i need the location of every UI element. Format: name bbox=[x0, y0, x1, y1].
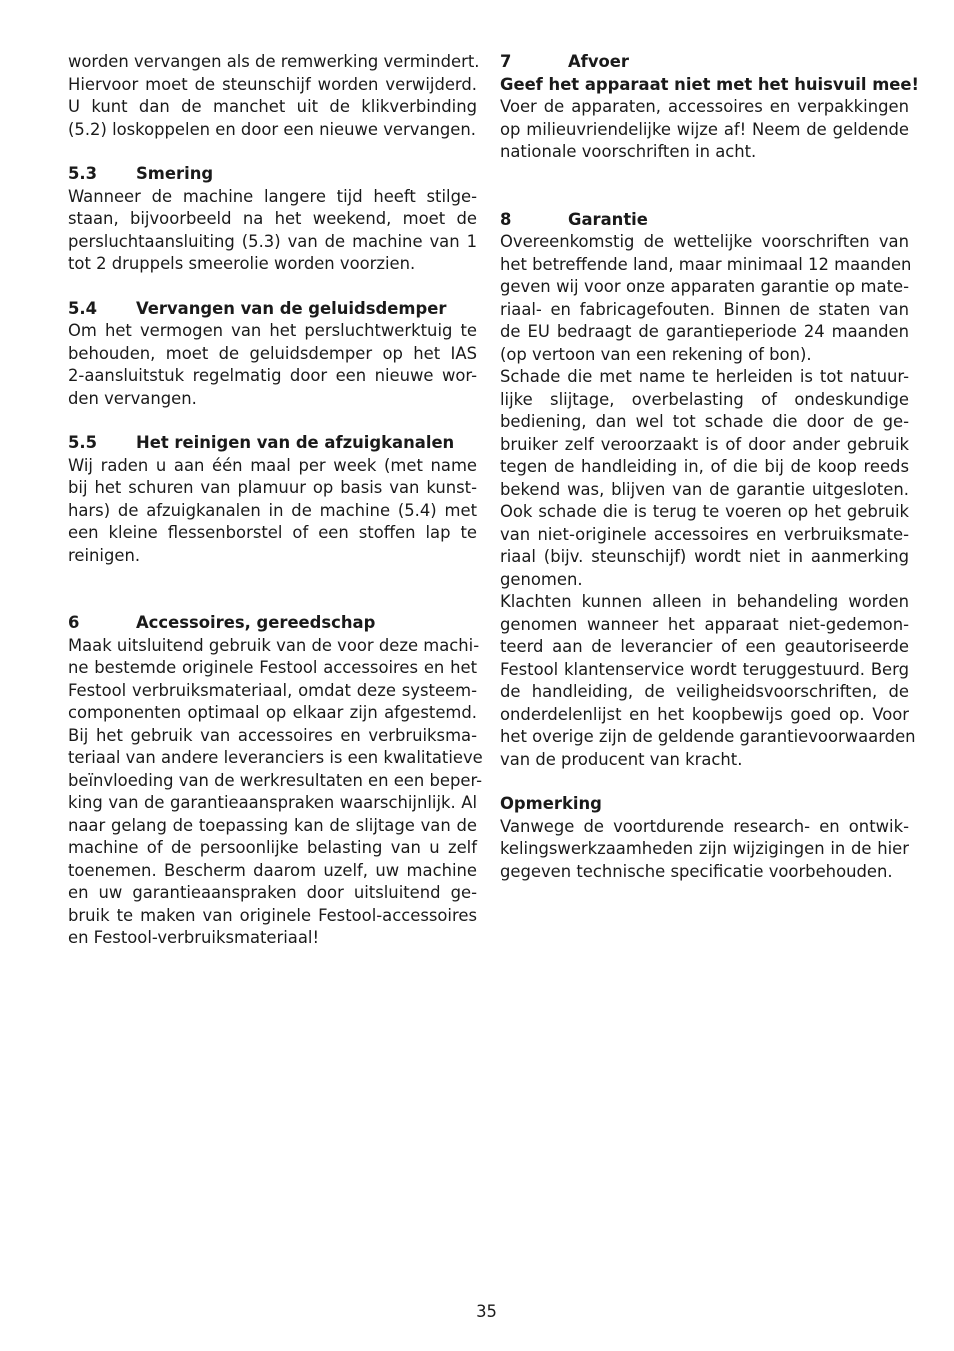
text-line: van de producent van kracht. bbox=[500, 749, 743, 769]
section-number: 6 bbox=[68, 613, 80, 632]
text-line: riaal (bijv. steunschijf) wordt niet in aanmerking bbox=[500, 547, 909, 566]
text-line: het overige zijn de geldende garantievoorwaarden bbox=[500, 727, 916, 746]
section-7 bbox=[500, 51, 919, 164]
text-line: op milieuvriendelijke wijze af! Neem de geldende bbox=[500, 119, 909, 139]
text-line: Ook schade die is terug te voeren op het gebruik bbox=[500, 502, 909, 521]
text-line: reinigen. bbox=[68, 545, 141, 565]
text-line: bediening, dan wel tot schade die door de ge- bbox=[500, 412, 909, 431]
text-line: Bij het gebruik van accessoires en verbruiksma- bbox=[68, 725, 477, 745]
text-line: componenten optimaal op elkaar zijn afgestemd. bbox=[68, 703, 477, 722]
text-line: geven wij voor onze apparaten garantie op mate- bbox=[500, 277, 909, 296]
section-number: 7 bbox=[500, 52, 512, 71]
section-number: 5.4 bbox=[68, 298, 98, 318]
text-line: het betreffende land, maar minimaal 12 maanden bbox=[500, 254, 912, 274]
text-line: (op vertoon van een rekening of bon). bbox=[500, 344, 812, 364]
text-line: den vervangen. bbox=[68, 388, 197, 408]
text-line: Vanwege de voortdurende research- en ontwik- bbox=[500, 816, 909, 836]
intro-paragraph bbox=[68, 51, 480, 141]
text-line: de handleiding, de veiligheidsvoorschriften, de bbox=[500, 682, 909, 701]
section-title: Accessoires, gereedschap bbox=[136, 613, 376, 632]
text-line: naar gelang de toepassing kan de slijtage van de bbox=[68, 815, 477, 835]
text-line: teerd aan de leverancier of een geautoriseerde bbox=[500, 637, 909, 656]
text-line: gegeven technische specificatie voorbehouden. bbox=[500, 861, 893, 881]
text-line: lijke slijtage, overbelasting of ondeskundige bbox=[500, 389, 909, 409]
text-line: Maak uitsluitend gebruik van de voor deze machi- bbox=[68, 635, 480, 655]
text-line: teriaal van andere leveranciers is een kwalitatieve bbox=[68, 748, 483, 767]
section-heading bbox=[500, 209, 909, 232]
text-line: 2-aansluitstuk regelmatig door een nieuwe wor- bbox=[68, 366, 477, 385]
section-5-4 bbox=[68, 298, 477, 411]
text-line: (5.2) loskoppelen en door een nieuwe vervangen. bbox=[68, 119, 476, 139]
section-title: Het reinigen van de afzuigkanalen bbox=[136, 433, 455, 452]
section-title: Garantie bbox=[568, 209, 648, 229]
text-line: U kunt dan de manchet uit de klikverbinding bbox=[68, 97, 477, 116]
text-line: een kleine flessenborstel of een stoffen lap te bbox=[68, 523, 477, 542]
text-line: Overeenkomstig de wettelijke voorschriften van bbox=[500, 232, 909, 251]
text-line: ne bestemde originele Festool accessoires en het bbox=[68, 658, 477, 677]
text-line: Om het vermogen van het persluchtwerktuig te bbox=[68, 321, 477, 340]
text-line: behouden, moet de geluidsdemper op het IAS bbox=[68, 343, 477, 363]
section-title: Smering bbox=[136, 164, 214, 183]
text-line: Festool klantenservice wordt teruggestuurd. Berg bbox=[500, 659, 909, 679]
text-line: de EU bedraagt de garantieperiode 24 maanden bbox=[500, 322, 909, 341]
section-title: Afvoer bbox=[568, 52, 629, 71]
section-6 bbox=[68, 612, 483, 950]
text-line: bij het schuren van plamuur op basis van kunst- bbox=[68, 478, 477, 497]
section-5-5 bbox=[68, 432, 477, 567]
text-line: van niet-originele accessoires en verbruiksmate- bbox=[500, 524, 909, 544]
text-line: kelingswerkzaamheden zijn wijzigingen in de hier bbox=[500, 839, 909, 858]
section-heading bbox=[500, 51, 909, 74]
section-heading bbox=[68, 612, 477, 635]
text-line: persluchtaansluiting (5.3) van de machine van 1 bbox=[68, 231, 477, 251]
section-number: 5.5 bbox=[68, 433, 98, 452]
text-line: Wij raden u aan één maal per week (met name bbox=[68, 455, 477, 475]
left-column bbox=[68, 51, 483, 950]
section-number: 8 bbox=[500, 209, 512, 229]
text-line: Schade die met name te herleiden is tot natuur- bbox=[500, 367, 909, 386]
text-line: tot 2 druppels smeerolie worden voorzien. bbox=[68, 254, 416, 273]
text-line: Voer de apparaten, accessoires en verpakkingen bbox=[500, 97, 909, 116]
text-line: toenemen. Bescherm daarom uzelf, uw machine bbox=[68, 860, 477, 880]
text-line: staan, bijvoorbeeld na het weekend, moet de bbox=[68, 209, 477, 228]
text-line: genomen wanneer het apparaat niet-gedemon- bbox=[500, 614, 909, 634]
page-number: 35 bbox=[476, 1302, 497, 1321]
note-title: Opmerking bbox=[500, 794, 602, 813]
text-line: worden vervangen als de remwerking vermindert. bbox=[68, 52, 480, 71]
section-number: 5.3 bbox=[68, 164, 98, 183]
text-line: Klachten kunnen alleen in behandeling worden bbox=[500, 592, 909, 611]
text-line: king van de garantieaanspraken waarschijnlijk. Al bbox=[68, 793, 477, 812]
section-heading bbox=[68, 163, 477, 186]
text-line: Festool verbruiksmateriaal, omdat deze systeem- bbox=[68, 680, 477, 700]
disposal-warning: Geef het apparaat niet met het huisvuil mee! bbox=[500, 74, 919, 94]
note-section bbox=[500, 793, 909, 883]
text-line: genomen. bbox=[500, 569, 583, 589]
text-line: riaal- en fabricagefouten. Binnen de staten van bbox=[500, 299, 909, 319]
text-line: en uw garantieaanspraken door uitsluitend ge- bbox=[68, 883, 477, 902]
text-line: machine of de persoonlijke belasting van u zelf bbox=[68, 838, 477, 857]
text-line: en Festool-verbruiksmateriaal! bbox=[68, 928, 320, 947]
section-8 bbox=[500, 209, 916, 772]
text-line: bruiker zelf veroorzaakt is of door ander gebruik bbox=[500, 434, 909, 454]
text-line: onderdelenlijst en het koopbewijs goed op. Voor bbox=[500, 704, 909, 724]
text-line: bekend was, blijven van de garantie uitgesloten. bbox=[500, 479, 909, 499]
text-line: bruik te maken van originele Festool-accessoires bbox=[68, 905, 477, 925]
section-5-3 bbox=[68, 163, 477, 276]
right-column bbox=[500, 51, 919, 883]
section-title: Vervangen van de geluidsdemper bbox=[136, 298, 447, 318]
text-line: beïnvloeding van de werkresultaten en een beper- bbox=[68, 770, 483, 790]
text-line: nationale voorschriften in acht. bbox=[500, 142, 757, 161]
section-heading bbox=[68, 298, 477, 321]
text-line: tegen de handleiding in, of die bij de koop reeds bbox=[500, 457, 909, 476]
text-line: hars) de afzuigkanalen in de machine (5.4) met bbox=[68, 500, 477, 520]
text-line: Wanneer de machine langere tijd heeft stilge- bbox=[68, 186, 477, 206]
text-line: Hiervoor moet de steunschijf worden verwijderd. bbox=[68, 74, 477, 94]
section-heading bbox=[68, 432, 477, 455]
